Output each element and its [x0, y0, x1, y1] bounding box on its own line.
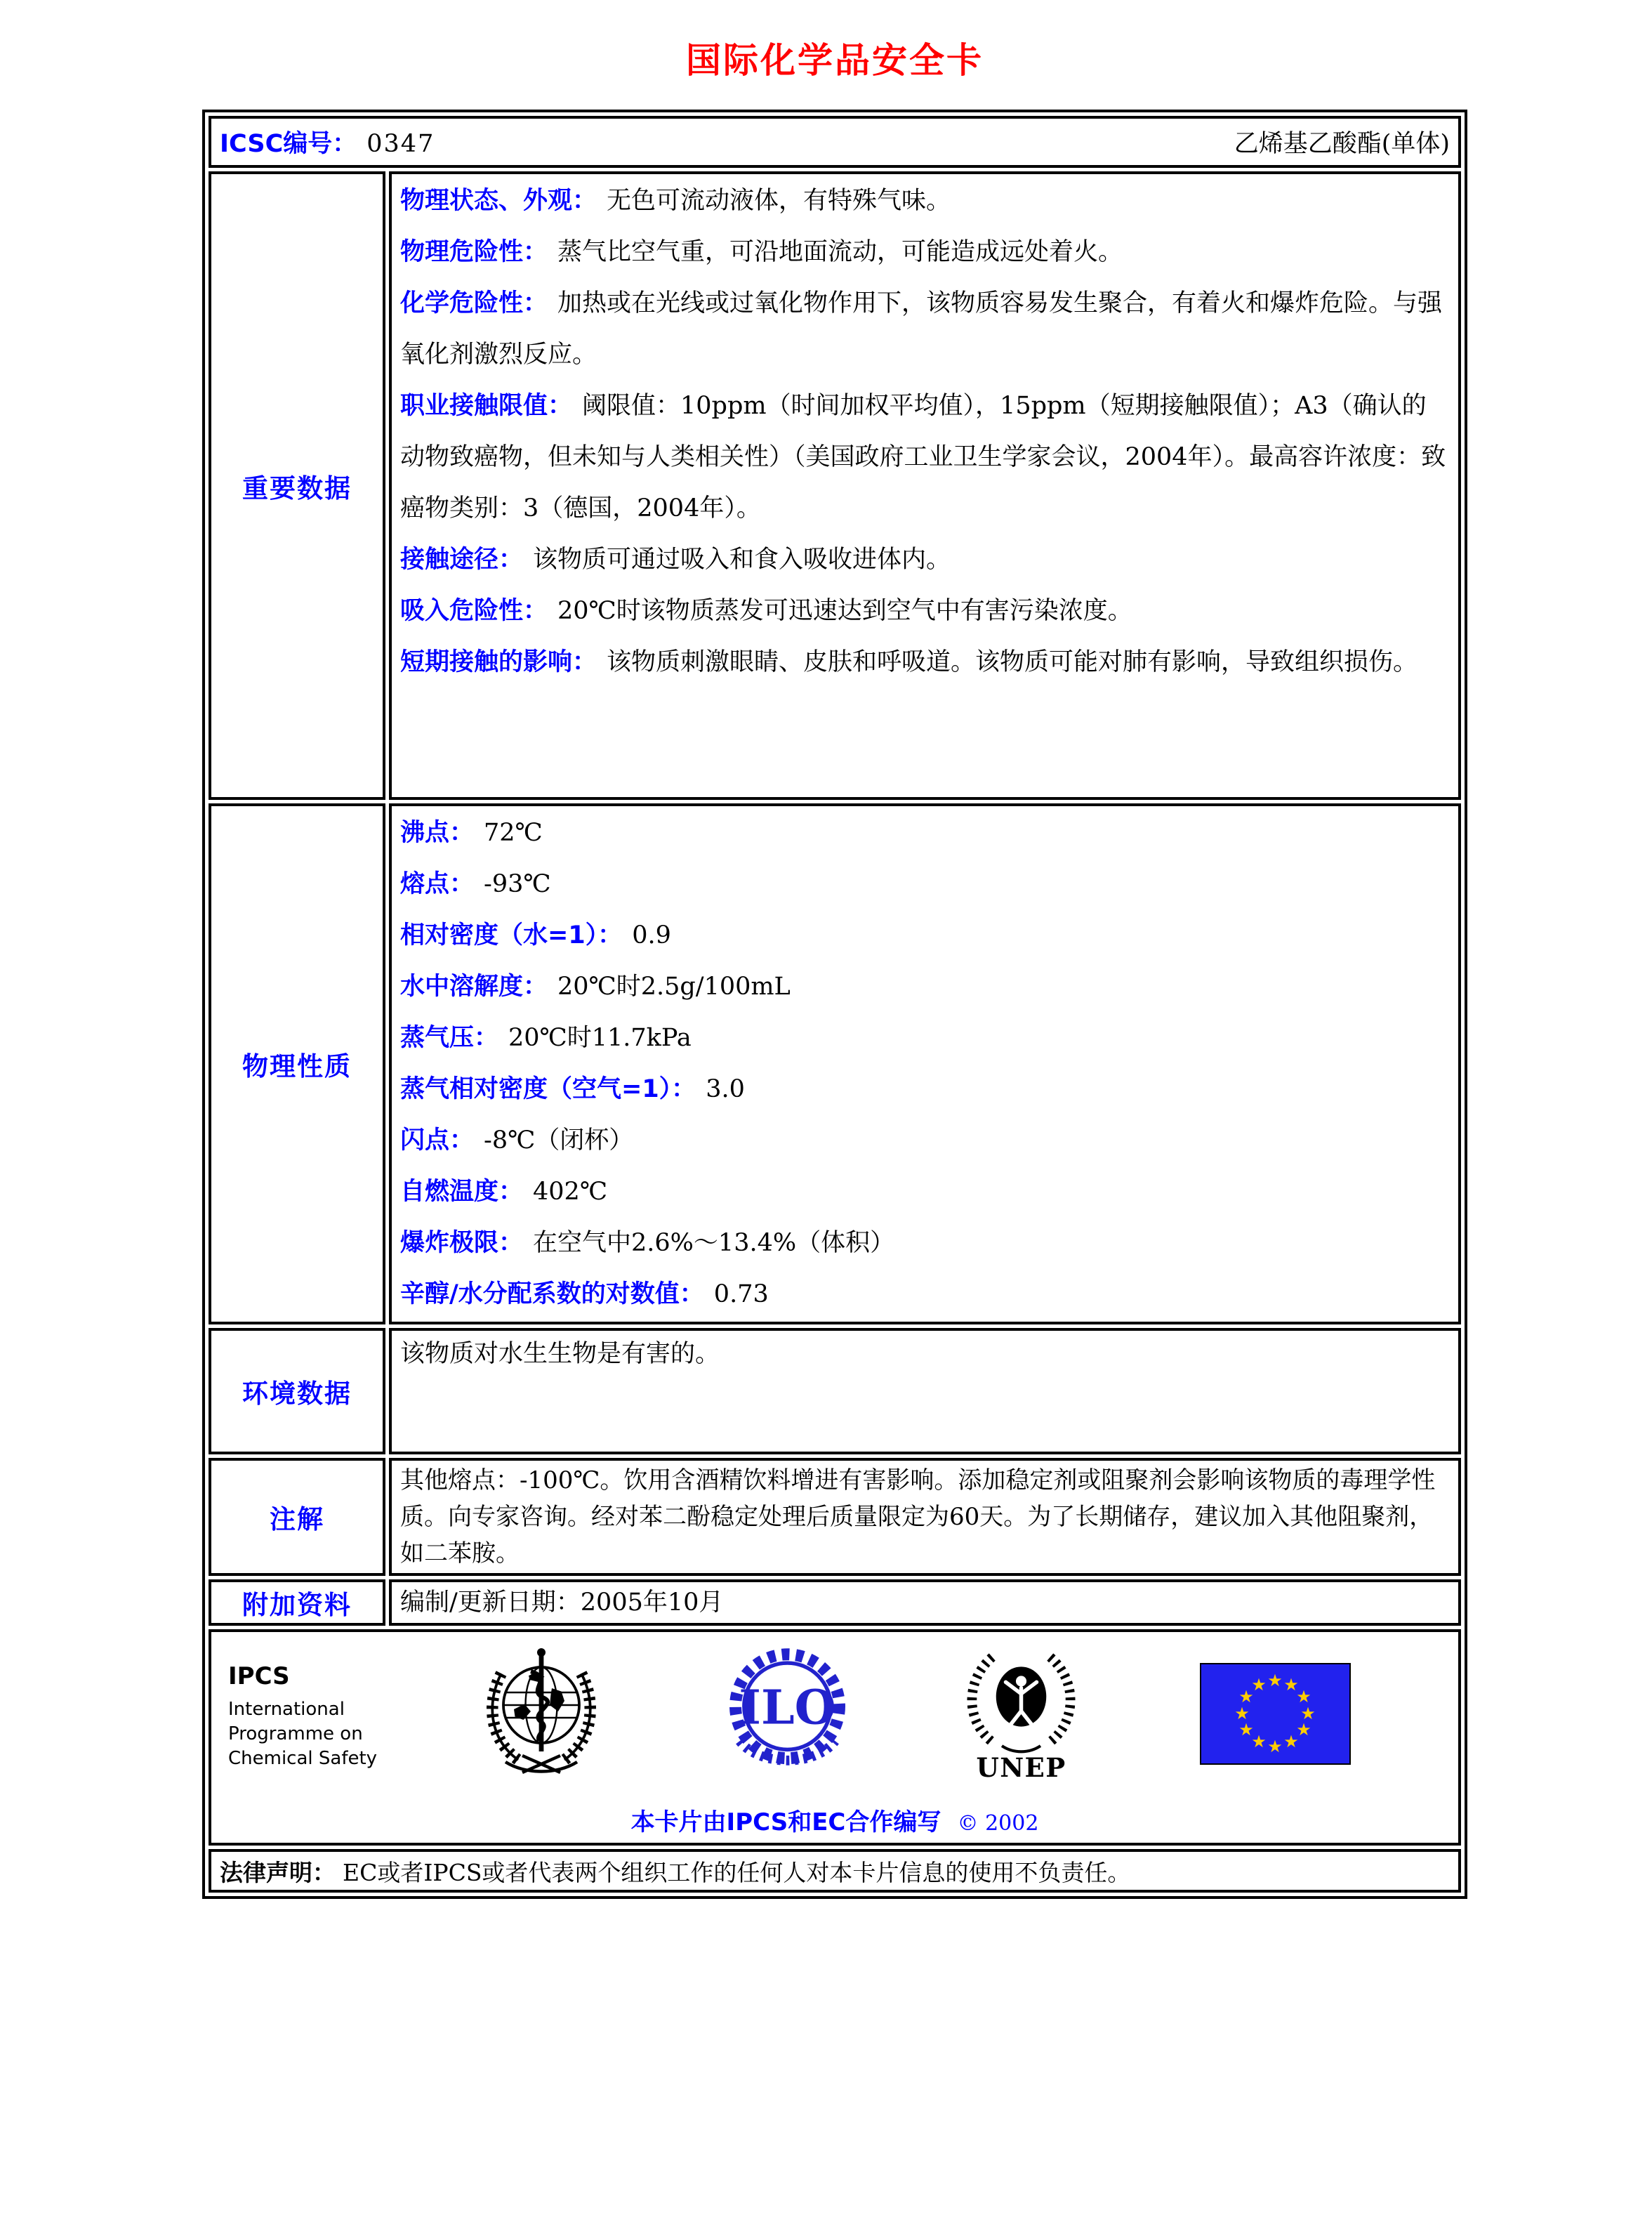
property-value: 加热或在光线或过氧化物作用下，该物质容易发生聚合，有着火和爆炸危险。与强氧化剂激烈反应。 [400, 289, 1443, 369]
environmental-data-row [209, 1328, 1461, 1454]
logos-row [209, 1629, 1461, 1846]
property-item [400, 227, 1450, 278]
property-value: 402℃ [533, 1178, 607, 1206]
property-value: 蒸气比空气重，可沿地面流动，可能造成远处着火。 [557, 238, 1123, 266]
property-item [400, 1218, 1450, 1269]
property-label: 化学危险性： [400, 289, 548, 317]
ipcs-acronym: IPCS [228, 1662, 290, 1690]
property-value: 阈限值：10ppm（时间加权平均值），15ppm（短期接触限值）；A3（确认的动物致癌物，但未知与人类相关性）（美国政府工业卫生学家会议，2004年）。最高容许浓度：致癌物类别：3（德国，2004年）。 [400, 392, 1446, 522]
property-item [400, 1115, 1450, 1166]
property-value: 0.73 [713, 1280, 769, 1308]
property-item [400, 637, 1450, 688]
svg-text:★: ★ [1234, 1703, 1250, 1723]
property-value: 该物质刺激眼睛、皮肤和呼吸道。该物质可能对肺有影响，导致组织损伤。 [607, 648, 1418, 676]
svg-text:★: ★ [1251, 1674, 1267, 1695]
property-label: 闪点： [400, 1126, 475, 1155]
ipcs-name-line: Programme on [228, 1723, 363, 1744]
eu-flag-icon [1200, 1663, 1351, 1771]
unep-emblem-icon [963, 1643, 1079, 1790]
page-header [202, 0, 1467, 83]
physical-properties-content [389, 803, 1461, 1324]
svg-text:★: ★ [1283, 1674, 1299, 1695]
property-item [400, 1064, 1450, 1115]
property-label: 物理状态、外观： [400, 187, 597, 215]
svg-text:★: ★ [1238, 1686, 1254, 1706]
svg-text:★: ★ [1296, 1686, 1311, 1706]
property-label: 接触途径： [400, 546, 524, 574]
legal-text: EC或者IPCS或者代表两个组织工作的任何人对本卡片信息的使用不负责任。 [343, 1858, 1131, 1886]
chemical-name: 乙烯基乙酸酯(单体) [1234, 130, 1450, 158]
section-label-additional-info: 附加资料 [209, 1579, 385, 1626]
section-label-environmental-data: 环境数据 [209, 1328, 385, 1454]
property-label: 蒸气相对密度（空气=1）： [400, 1075, 696, 1103]
who-emblem-icon [478, 1643, 604, 1790]
property-value: 该物质可通过吸入和食入吸收进体内。 [533, 546, 951, 574]
property-label: 蒸气压： [400, 1024, 499, 1052]
legal-cell [209, 1849, 1461, 1893]
copyright-text: © 2002 [957, 1811, 1039, 1836]
property-item [400, 176, 1450, 227]
property-item [400, 534, 1450, 586]
property-item [400, 1269, 1450, 1320]
property-item [400, 1166, 1450, 1218]
section-label-notes: 注解 [209, 1458, 385, 1576]
logos-cell [209, 1629, 1461, 1846]
page-title: 国际化学品安全卡 [686, 40, 984, 81]
icsc-number-value: 0347 [366, 130, 435, 158]
property-item [400, 961, 1450, 1013]
property-label: 物理危险性： [400, 238, 548, 266]
property-item [400, 586, 1450, 637]
property-item [400, 381, 1450, 534]
property-label: 自燃温度： [400, 1178, 524, 1206]
property-value: 72℃ [484, 819, 543, 847]
legal-label: 法律声明： [220, 1858, 336, 1886]
svg-text:★: ★ [1296, 1719, 1311, 1740]
footer-caption [221, 1803, 1448, 1837]
ipcs-name-line: International [228, 1699, 345, 1720]
property-value: -93℃ [484, 870, 551, 898]
property-item [400, 808, 1450, 859]
section-label-important-data: 重要数据 [209, 171, 385, 800]
svg-text:★: ★ [1238, 1719, 1254, 1740]
property-label: 相对密度（水=1）： [400, 921, 623, 949]
card-header-row [209, 116, 1461, 168]
icsc-number-group [220, 124, 435, 159]
ilo-letters: ILO [739, 1678, 836, 1735]
property-item [400, 1013, 1450, 1064]
section-label-physical-properties: 物理性质 [209, 803, 385, 1324]
property-value: 在空气中2.6%～13.4%（体积） [533, 1229, 895, 1257]
property-value: 无色可流动液体，有特殊气味。 [607, 187, 951, 215]
svg-text:★: ★ [1267, 1736, 1283, 1756]
property-value: 0.9 [632, 921, 671, 949]
environmental-data-content: 该物质对水生生物是有害的。 [389, 1328, 1461, 1454]
footer-caption-text: 本卡片由IPCS和EC合作编写 [630, 1808, 941, 1836]
legal-row [209, 1849, 1461, 1893]
svg-text:★: ★ [1267, 1670, 1283, 1690]
icsc-number-label: ICSC编号： [220, 130, 357, 158]
notes-row [209, 1458, 1461, 1576]
ipcs-name-line: Chemical Safety [228, 1748, 378, 1769]
card-header-cell [209, 116, 1461, 168]
property-item [400, 910, 1450, 961]
icsc-card-table [202, 110, 1467, 1899]
svg-text:★: ★ [1283, 1731, 1299, 1751]
property-label: 水中溶解度： [400, 973, 548, 1001]
property-label: 熔点： [400, 870, 475, 898]
svg-text:★: ★ [1300, 1703, 1316, 1723]
property-value: 3.0 [706, 1075, 745, 1103]
property-item [400, 278, 1450, 381]
property-label: 职业接触限值： [400, 392, 573, 420]
property-value: 20℃时2.5g/100mL [557, 973, 791, 1001]
property-label: 沸点： [400, 819, 475, 847]
property-label: 爆炸极限： [400, 1229, 524, 1257]
property-value: 20℃时该物质蒸发可迅速达到空气中有害污染浓度。 [557, 597, 1132, 625]
property-value: 20℃时11.7kPa [508, 1024, 692, 1052]
unep-label: UNEP [976, 1752, 1066, 1784]
ipcs-wordmark [228, 1662, 404, 1771]
ilo-emblem-icon [722, 1645, 852, 1789]
notes-content: 其他熔点：-100℃。饮用含酒精饮料增进有害影响。添加稳定剂或阻聚剂会影响该物质的毒理学性质。向专家咨询。经对苯二酚稳定处理后质量限定为60天。为了长期储存，建议加入其他阻聚剂，如二苯胺。 [389, 1458, 1461, 1576]
property-label: 辛醇/水分配系数的对数值： [400, 1280, 704, 1308]
property-value: -8℃（闭杯） [484, 1126, 634, 1155]
additional-info-row [209, 1579, 1461, 1626]
property-label: 吸入危险性： [400, 597, 548, 625]
physical-properties-row [209, 803, 1461, 1324]
additional-info-content: 编制/更新日期：2005年10月 [389, 1579, 1461, 1626]
property-label: 短期接触的影响： [400, 648, 597, 676]
important-data-row [209, 171, 1461, 800]
important-data-content [389, 171, 1461, 800]
property-item [400, 859, 1450, 910]
svg-text:★: ★ [1251, 1731, 1267, 1751]
